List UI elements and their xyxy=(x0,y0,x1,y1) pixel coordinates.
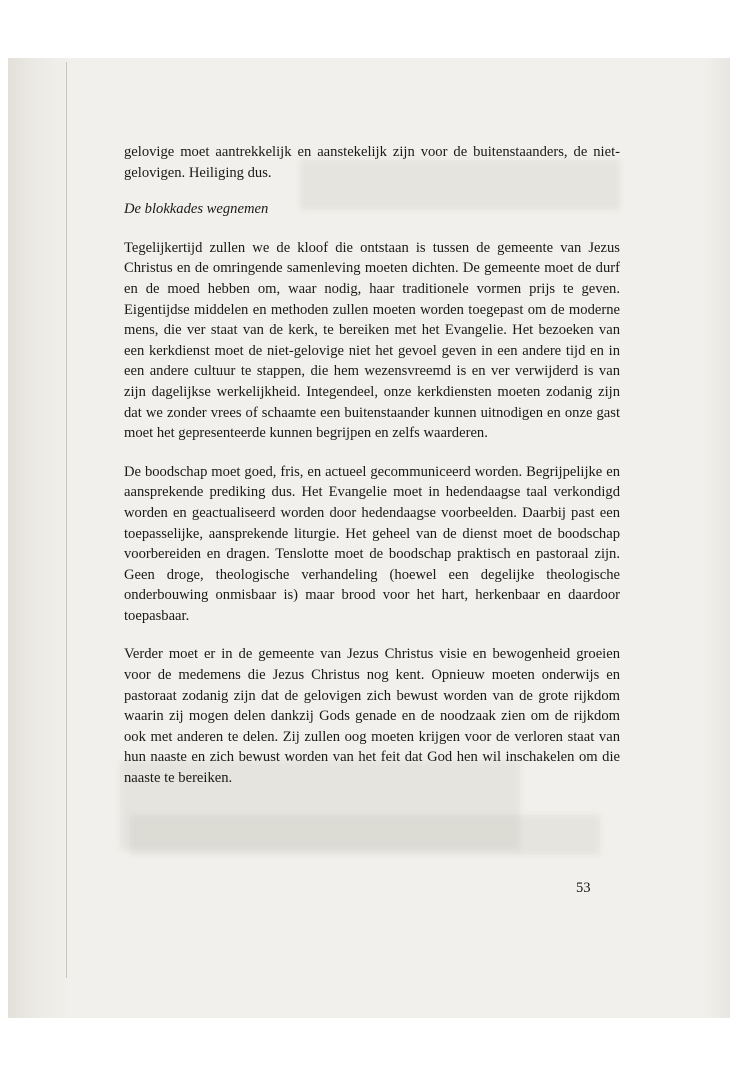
paragraph: Tegelijkertijd zullen we de kloof die ontstaan is tussen de gemeente van Jezus Christus en de omringende samenleving moeten dichten. De gemeente moet de durf en de moed hebben om, waar nodig, haar traditionele vormen prijs te geven. Eigentijdse middelen en methoden zullen moeten worden toegepast om de moderne mens, die ver staat van de kerk, te bereiken met het Evangelie. Het bezoeken van een kerkdienst moet de niet-gelovige niet het gevoel geven in een andere tijd en in een andere cultuur te stappen, die hem wezensvreemd is en ver verwijderd is van zijn dagelijkse werkelijkheid. Integendeel, onze kerkdiensten moeten zodanig zijn dat we zonder vrees of schaamte een buitenstaander kunnen uitnodigen en onze gast moet het gepresenteerde kunnen begrijpen en zelfs waarderen. xyxy=(124,239,620,442)
paragraph: gelovige moet aantrekkelijk en aanstekelijk zijn voor de buitenstaanders, de niet-gelovigen. Heiliging dus. xyxy=(124,144,620,181)
body-text-column xyxy=(124,142,620,807)
page-gutter-line xyxy=(66,62,67,978)
paragraph: Verder moet er in de gemeente van Jezus Christus visie en bewogenheid groeien voor de medemens die Jezus Christus nog kent. Opnieuw moeten onderwijs en pastoraat zodanig zijn dat de gelovigen zich bewust worden van de grote rijkdom waarin zij mogen delen dankzij Gods genade en de noodzaak zien om de rijkdom ook met anderen te delen. Zij zullen oog moeten krijgen voor de verloren staat van hun naaste en zich bewust worden van het feit dat God hen wil inschakelen om die naaste te bereiken. xyxy=(124,646,620,787)
section-subheading: De blokkades wegnemen xyxy=(124,201,269,218)
page-gutter-shadow xyxy=(8,58,70,1018)
page-edge-shadow xyxy=(704,58,730,1018)
paragraph: De boodschap moet goed, fris, en actueel gecommuniceerd worden. Begrijpelijke en aansprekende prediking dus. Het Evangelie moet in hedendaagse taal verkondigd worden en geactualiseerd worden door hedendaagse voorbeelden. Daarbij past een toepasselijke, aansprekende liturgie. Het geheel van de dienst moet de boodschap voorbereiden en dragen. Tenslotte moet de boodschap praktisch en pastoraal zijn. Geen droge, theologische verhandeling (hoewel een degelijke theologische onderbouwing onmisbaar is) maar brood voor het hart, herkenbaar en daardoor toepasbaar. xyxy=(124,463,620,624)
page-number: 53 xyxy=(576,880,591,896)
